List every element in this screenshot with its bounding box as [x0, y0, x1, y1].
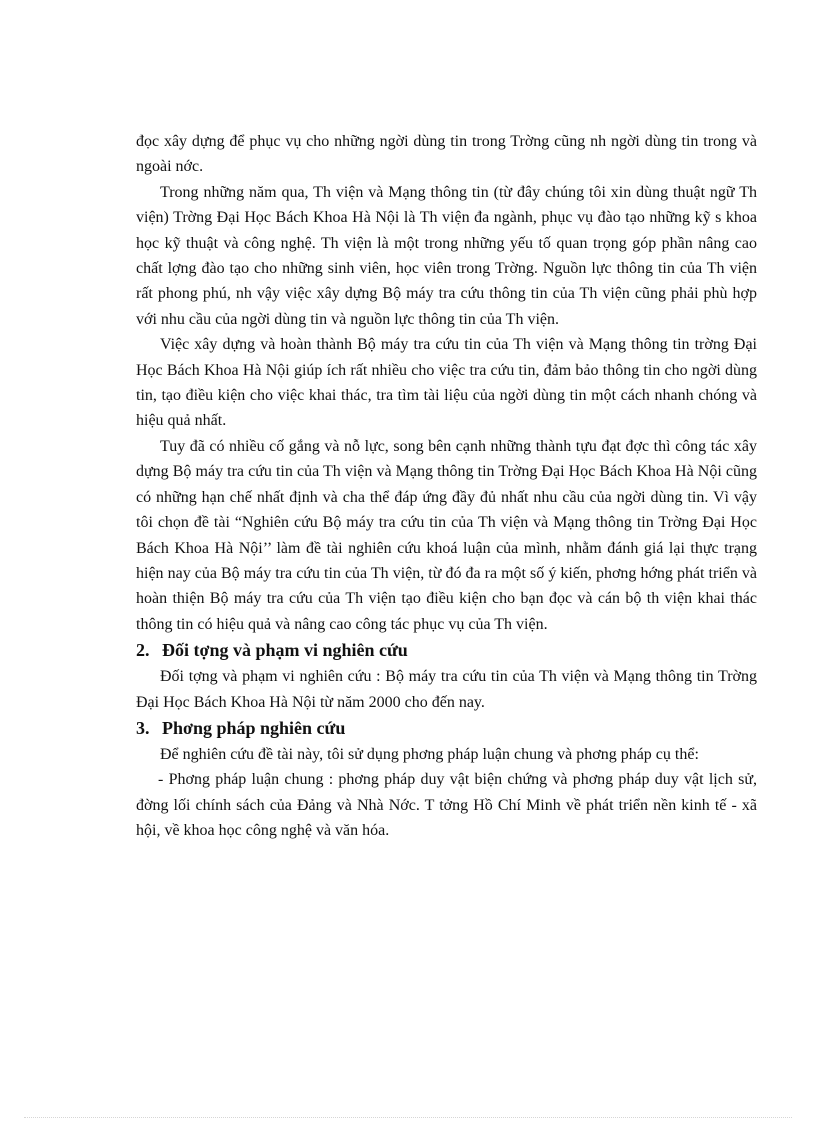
document-page: [136, 129, 757, 844]
section-title: Đối tợng và phạm vi nghiên cứu: [162, 640, 408, 661]
section-heading-scope: [136, 637, 757, 664]
section-number: 3.: [136, 717, 150, 738]
paragraph-library-overview: Trong những năm qua, Th viện và Mạng thông tin (từ đây chúng tôi xin dùng thuật ngữ Th viện) Trờng Đại Học Bách Khoa Hà Nội là Th viện đa ngành, phục vụ đào tạo những kỹ s khoa học kỹ thuật và công nghệ. Th viện là một trong những yếu tố quan trọng góp phần nâng cao chất lợng đào tạo cho những sinh viên, học viên trong Trờng. Nguồn lực thông tin của Th viện rất phong phú, nh vậy việc xây dựng Bộ máy tra cứu thông tin của Th viện cũng phải phù hợp với nhu cầu của ngời dùng tin và nguồn lực thông tin của Th viện.: [136, 183, 757, 328]
section-title: Phơng pháp nghiên cứu: [162, 717, 346, 738]
paragraph-scope: Đối tợng và phạm vi nghiên cứu : Bộ máy tra cứu tin của Th viện và Mạng thông tin Trờng Đại Học Bách Khoa Hà Nội từ năm 2000 cho đến nay.: [136, 668, 757, 711]
section-number: 2.: [136, 640, 150, 661]
paragraph-topic-choice: Tuy đã có nhiều cố gắng và nỗ lực, song bên cạnh những thành tựu đạt đợc thì công tác xây dựng Bộ máy tra cứu tin của Th viện và Mạng thông tin Trờng Đại Học Bách Khoa Hà Nội cũng có những hạn chế nhất định và cha thể đáp ứng đầy đủ nhất nhu cầu của ngời dùng tin. Vì vậy tôi chọn đề tài “Nghiên cứu Bộ máy tra cứu tin của Th viện và Mạng thông tin Trờng Đại Học Bách Khoa Hà Nội’’ làm đề tài nghiên cứu khoá luận của mình, nhằm đánh giá lại thực trạng hiện nay của Bộ máy tra cứu tin của Th viện, từ đó đa ra một số ý kiến, phơng hớng phát triển và hoàn thiện Bộ máy tra cứu của Th viện tạo điều kiện cho bạn đọc và cán bộ th viện khai thác thông tin có hiệu quả và nâng cao công tác phục vụ của Th viện.: [136, 437, 757, 633]
section-heading-methods: [136, 715, 757, 742]
paragraph-lookup-system: Việc xây dựng và hoàn thành Bộ máy tra cứu tin của Th viện và Mạng thông tin trờng Đại Học Bách Khoa Hà Nội giúp ích rất nhiều cho việc tra cứu tin, đảm bảo thông tin cho ngời dùng tin, tạo điều kiện cho việc khai thác, tra tìm tài liệu của ngời dùng tin một cách nhanh chóng và hiệu quả nhất.: [136, 336, 757, 430]
page-bottom-divider: [24, 1117, 792, 1118]
paragraph-continuation: đọc xây dựng để phục vụ cho những ngời dùng tin trong Trờng cũng nh ngời dùng tin trong và ngoài nớc.: [136, 133, 757, 176]
list-item-general-method: - Phơng pháp luận chung : phơng pháp duy vật biện chứng và phơng pháp duy vật lịch sử, đờng lối chính sách của Đảng và Nhà Nớc. T tởng Hồ Chí Minh về phát triển nền kinh tế - xã hội, về khoa học công nghệ và văn hóa.: [136, 771, 757, 840]
paragraph-methods: Để nghiên cứu đề tài này, tôi sử dụng phơng pháp luận chung và phơng pháp cụ thể:: [160, 745, 699, 763]
